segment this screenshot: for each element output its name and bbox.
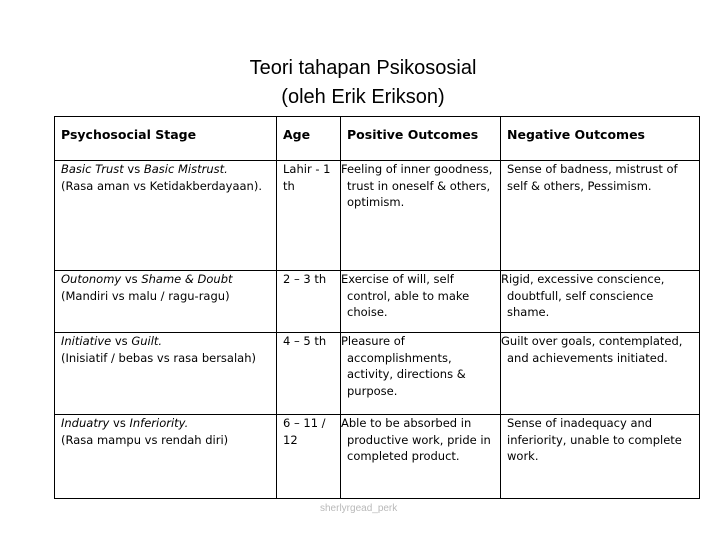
age-cell: Lahir - 1 th <box>277 161 341 271</box>
header-positive: Positive Outcomes <box>341 117 501 161</box>
header-age: Age <box>277 117 341 161</box>
positive-cell: Exercise of will, self control, able to make choise. <box>341 271 501 333</box>
age-cell: 2 – 3 th <box>277 271 341 333</box>
stage-name: Initiative vs Guilt. <box>61 334 163 348</box>
table-row <box>55 161 700 271</box>
negative-cell: Guilt over goals, contemplated, and achievements initiated. <box>501 333 700 415</box>
stage-translation: (Mandiri vs malu / ragu-ragu) <box>61 288 230 303</box>
stage-translation: (Rasa aman vs Ketidakberdayaan). <box>61 178 262 193</box>
title-line-2: (oleh Erik Erikson) <box>281 86 445 108</box>
negative-cell: Rigid, excessive conscience, doubtfull, self conscience shame. <box>501 271 700 333</box>
age-cell: 4 – 5 th <box>277 333 341 415</box>
negative-cell: Sense of inadequacy and inferiority, unable to complete work. <box>501 415 700 499</box>
table-header-row <box>55 117 700 161</box>
stage-cell <box>55 333 277 415</box>
header-negative: Negative Outcomes <box>501 117 700 161</box>
stage-name: Outonomy vs Shame & Doubt <box>61 272 233 286</box>
positive-cell: Feeling of inner goodness, trust in oneself & others, optimism. <box>341 161 501 271</box>
negative-cell: Sense of badness, mistrust of self & others, Pessimism. <box>501 161 700 271</box>
table-row <box>55 271 700 333</box>
positive-cell: Able to be absorbed in productive work, pride in completed product. <box>341 415 501 499</box>
watermark-text: sherlyrgead_perk <box>320 503 398 514</box>
stage-cell <box>55 271 277 333</box>
title-line-1: Teori tahapan Psikososial <box>249 57 477 79</box>
stage-name: Induatry vs Inferiority. <box>61 416 189 430</box>
age-cell: 6 – 11 / 12 <box>277 415 341 499</box>
table-row <box>55 333 700 415</box>
table-row <box>55 415 700 499</box>
stage-cell <box>55 415 277 499</box>
stage-translation: (Rasa mampu vs rendah diri) <box>61 432 229 447</box>
stage-name: Basic Trust vs Basic Mistrust. <box>61 162 228 176</box>
header-stage: Psychosocial Stage <box>55 117 277 161</box>
stage-translation: (Inisiatif / bebas vs rasa bersalah) <box>61 350 256 365</box>
slide-title <box>0 54 720 112</box>
stage-cell <box>55 161 277 271</box>
psychosocial-stages-table <box>54 116 700 499</box>
positive-cell: Pleasure of accomplishments, activity, directions & purpose. <box>341 333 501 415</box>
